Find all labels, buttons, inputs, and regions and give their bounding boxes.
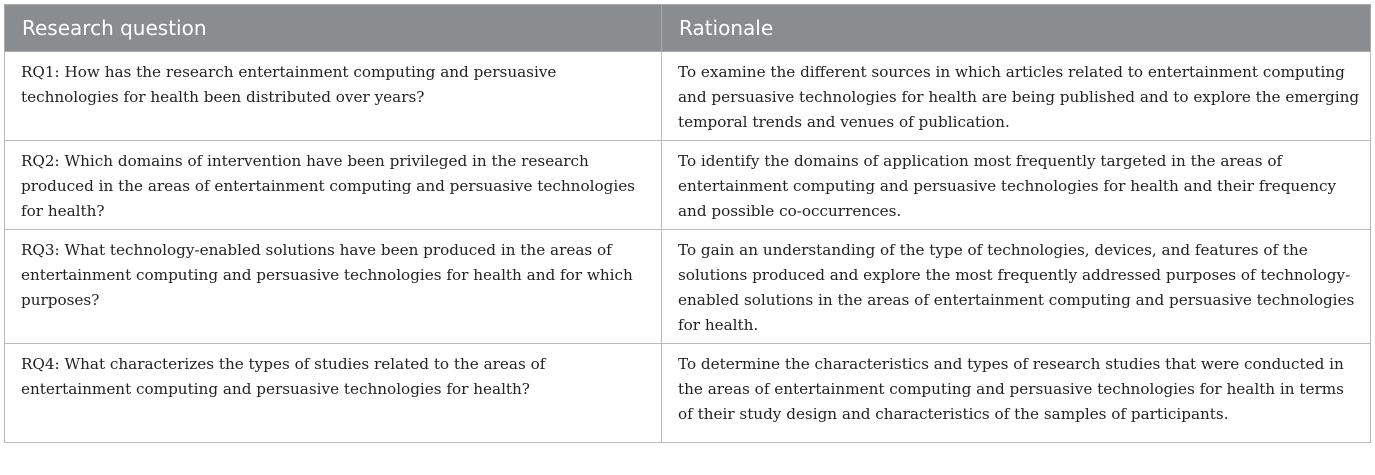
table-row [5,230,1371,344]
question-cell: RQ3: What technology-enabled solutions have been produced in the areas of entertainment computing and persuasive technologies for health and for which purposes? [5,230,662,344]
question-cell: RQ2: Which domains of intervention have been privileged in the research produced in the areas of entertainment computing and persuasive technologies for health? [5,141,662,230]
research-questions-table-container [4,4,1370,443]
rationale-cell: To examine the different sources in which articles related to entertainment computing and persuasive technologies for health are being published and to explore the emerging temporal trends and venues of publication. [662,52,1371,141]
rationale-cell: To identify the domains of application most frequently targeted in the areas of entertainment computing and persuasive technologies for health and their frequency and possible co-occurrences. [662,141,1371,230]
table-row [5,52,1371,141]
table-header [5,5,1371,52]
header-rationale: Rationale [662,5,1371,52]
table-row [5,141,1371,230]
rationale-cell: To gain an understanding of the type of technologies, devices, and features of the solutions produced and explore the most frequently addressed purposes of technology-enabled solutions in the areas of entertainment computing and persuasive technologies for health. [662,230,1371,344]
table-row [5,344,1371,443]
header-row [5,5,1371,52]
question-cell: RQ1: How has the research entertainment computing and persuasive technologies for health been distributed over years? [5,52,662,141]
table-body [5,52,1371,443]
research-questions-table [4,4,1371,443]
rationale-cell: To determine the characteristics and types of research studies that were conducted in the areas of entertainment computing and persuasive technologies for health in terms of their study design and characteristics of the samples of participants. [662,344,1371,443]
header-research-question: Research question [5,5,662,52]
question-cell: RQ4: What characterizes the types of studies related to the areas of entertainment computing and persuasive technologies for health? [5,344,662,443]
